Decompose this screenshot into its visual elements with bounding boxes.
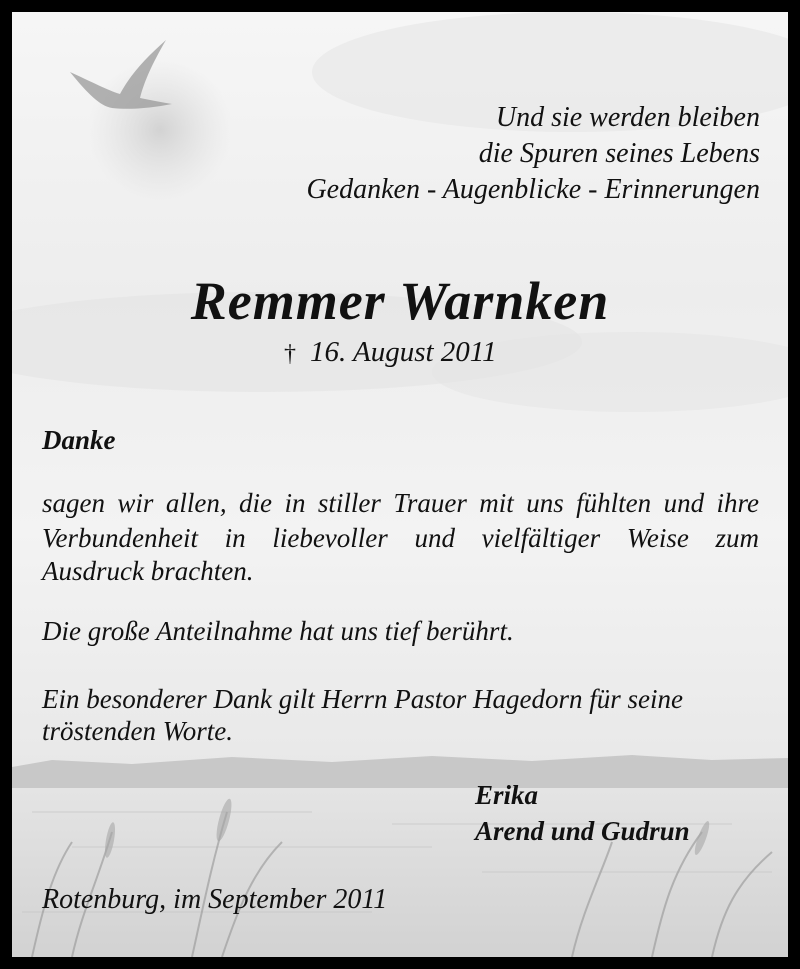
- motto-line-1: Und sie werden bleiben: [495, 102, 760, 133]
- thanks-heading: Danke: [42, 425, 116, 455]
- thanks-para3-line-1: Ein besonderer Dank gilt Herrn Pastor Hagedorn für seine: [42, 684, 683, 714]
- cross-icon: †: [284, 341, 296, 367]
- thanks-para1-line-1: sagen wir allen, die in stiller Trauer mit uns fühlten und ihre: [42, 488, 759, 518]
- shoreline-shape: [12, 755, 788, 788]
- thanks-para1-line-3: Ausdruck brachten.: [42, 556, 254, 586]
- motto-line-2: die Spuren seines Lebens: [478, 138, 760, 169]
- thanks-para2: Die große Anteilnahme hat uns tief berührt.: [42, 616, 514, 646]
- thanks-para1-line-2: Verbundenheit in liebevoller und vielfältiger Weise zum: [42, 523, 759, 553]
- moon-shape: [88, 58, 232, 202]
- signatory-line-2: Arend und Gudrun: [475, 816, 690, 846]
- thanks-para3-line-2: tröstenden Worte.: [42, 716, 233, 746]
- place-date: Rotenburg, im September 2011: [42, 884, 388, 915]
- deceased-name: Remmer Warnken: [190, 271, 610, 331]
- death-date-line: [284, 338, 497, 367]
- motto-line-3: Gedanken - Augenblicke - Erinnerungen: [306, 174, 760, 205]
- death-date: 16. August 2011: [310, 336, 497, 368]
- signatory-line-1: Erika: [475, 780, 539, 810]
